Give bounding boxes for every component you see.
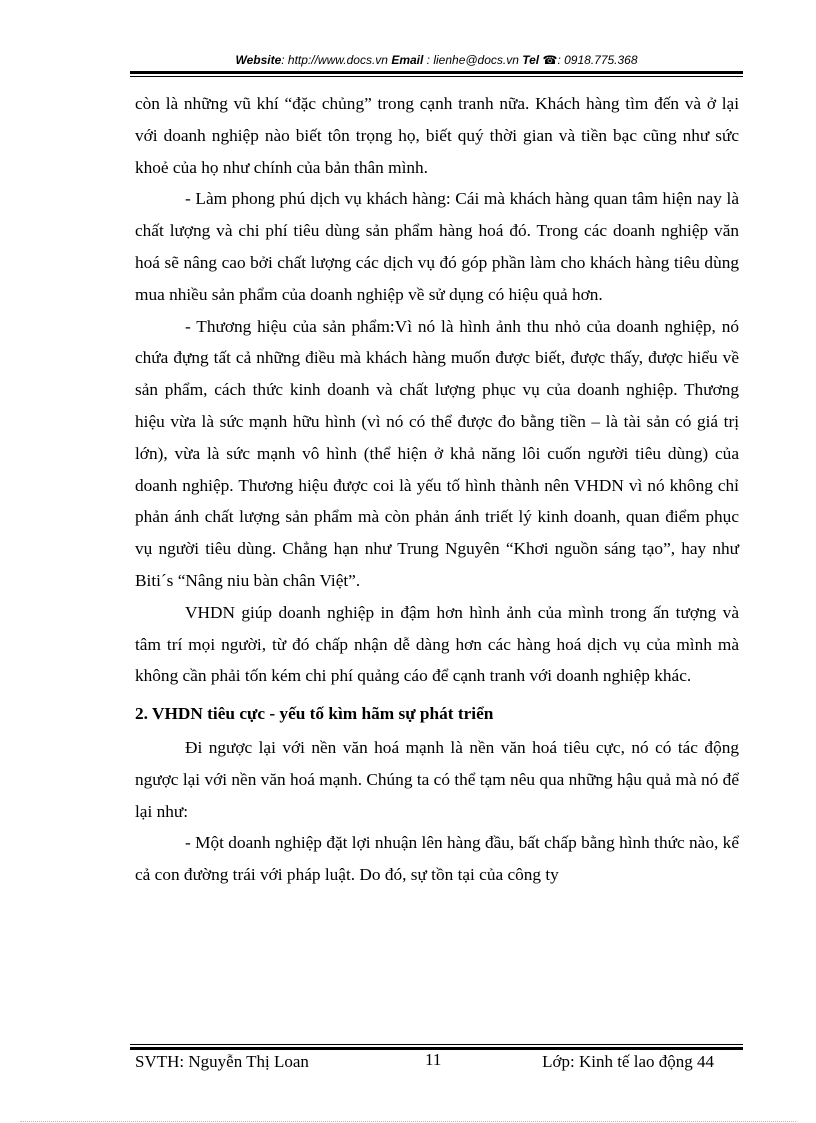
header-rule-thick xyxy=(130,71,743,74)
paragraph-5: Đi ngược lại với nền văn hoá mạnh là nền văn hoá tiêu cực, nó có tác động ngược lại với nền văn hoá mạnh. Chúng ta có thể tạm nêu qua những hậu quả mà nó để lại như: xyxy=(135,737,739,821)
paragraph-4: VHDN giúp doanh nghiệp in đậm hơn hình ảnh của mình trong ấn tượng và tâm trí mọi người, từ đó chấp nhận dễ dàng hơn các hàng hoá dịch vụ của mình mà không cần phải tốn kém chi phí quảng cáo để cạnh tranh với doanh nghiệp khác. xyxy=(135,602,739,686)
footer-author: SVTH: Nguyễn Thị Loan xyxy=(135,1052,309,1071)
page-bottom-border xyxy=(20,1121,796,1122)
paragraph-6: - Một doanh nghiệp đặt lợi nhuận lên hàng đầu, bất chấp bằng hình thức nào, kể cả con đường trái với pháp luật. Do đó, sự tồn tại của công ty xyxy=(135,833,739,885)
footer-rule-thin xyxy=(130,1044,743,1045)
tel-label: Tel xyxy=(522,53,540,67)
page-number: 11 xyxy=(425,1050,442,1069)
section-heading: 2. VHDN tiêu cực - yếu tố kìm hãm sự phát triển xyxy=(135,704,494,724)
header-rule-thin xyxy=(130,76,743,77)
page-footer xyxy=(135,1050,739,1074)
telephone-icon: ☎ xyxy=(542,53,558,67)
tel-value: : 0918.775.368 xyxy=(557,53,638,67)
paragraph-1: còn là những vũ khí “đặc chủng” trong cạnh tranh nữa. Khách hàng tìm đến và ở lại với doanh nghiệp nào biết tôn trọng họ, biết quý thời gian và tiền bạc cũng như sức khoẻ của họ như chính của bản thân mình. xyxy=(135,94,739,177)
website-label: Website xyxy=(235,53,282,67)
paragraph-2: - Làm phong phú dịch vụ khách hàng: Cái mà khách hàng quan tâm hiện nay là chất lượng và chi phí tiêu dùng sản phẩm hàng hoá đó. Trong các doanh nghiệp văn hoá sẽ nâng cao bởi chất lượng các dịch vụ đó góp phần làm cho khách hàng tiêu dùng mua nhiều sản phẩm của doanh nghiệp về sử dụng có hiệu quả hơn. xyxy=(135,189,739,304)
page-body xyxy=(135,88,739,891)
email-value: : lienhe@docs.vn xyxy=(426,53,519,67)
website-value: : http://www.docs.vn xyxy=(281,53,388,67)
page-header xyxy=(130,52,743,72)
email-label: Email xyxy=(391,53,424,67)
footer-class: Lớp: Kinh tế lao động 44 xyxy=(542,1052,714,1071)
paragraph-3: - Thương hiệu của sản phẩm:Vì nó là hình ảnh thu nhỏ của doanh nghiệp, nó chứa đựng tất cả những điều mà khách hàng muốn được biết, được thấy, được hiểu về sản phẩm, cách thức kinh doanh và chất lượng phục vụ của doanh nghiệp. Thương hiệu vừa là sức mạnh hữu hình (vì nó có thể được đo bằng tiền – là tài sản có giá trị lớn), vừa là sức mạnh vô hình (thể hiện ở khả năng lôi cuốn người tiêu dùng) của doanh nghiệp. Thương hiệu được coi là yếu tố hình thành nên VHDN vì nó không chỉ phản ánh chất lượng sản phẩm mà còn phản ánh triết lý kinh doanh, quan điểm phục vụ người tiêu dùng. Chẳng hạn như Trung Nguyên “Khơi nguồn sáng tạo”, hay như Biti´s “Nâng niu bàn chân Việt”. xyxy=(135,316,739,590)
